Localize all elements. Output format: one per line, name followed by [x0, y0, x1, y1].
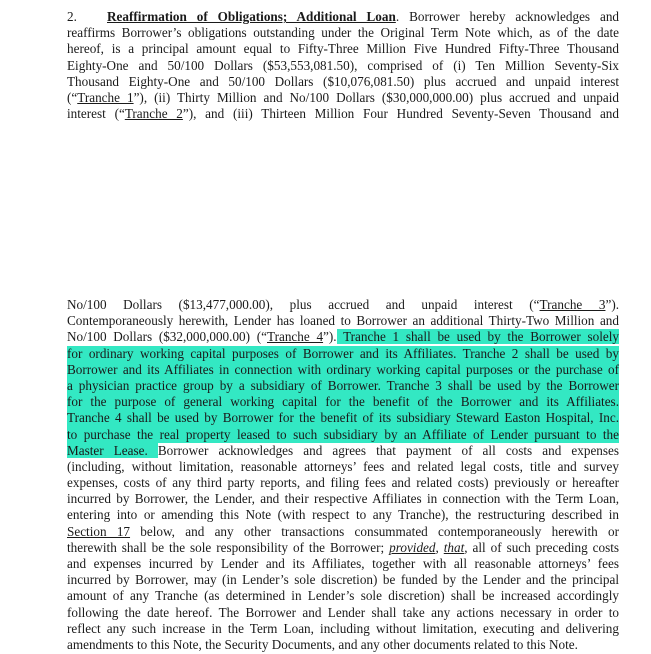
- section-heading: Reaffirmation of Obligations; Additional Loan: [107, 9, 396, 24]
- tranche-3-line: [67, 297, 619, 313]
- section-2-heading-line: [67, 9, 619, 25]
- master-lease-line: [67, 443, 619, 459]
- text-fragment: ,: [435, 539, 444, 555]
- text-fragment: , all of such preceding costs: [464, 539, 619, 555]
- text-line: entering into or amending this Note (with respect to any Tranche), the restructuring described in: [67, 507, 619, 523]
- provided-that-line: [67, 540, 619, 556]
- text-line: amendments to this Note, the Security Documents, and any other documents related to this Note.: [67, 636, 578, 652]
- text-line: reaffirms Borrower’s obligations outstanding under the Original Term Note which, as of the date: [67, 25, 619, 41]
- highlighted-line: to purchase the real property leased to such subsidiary by an Affiliate of Lender pursuant to the: [67, 426, 619, 442]
- highlighted-line: a physician practice group by a subsidiary of Borrower. Tranche 3 shall be used by the Borrower: [67, 377, 619, 393]
- section-17-line: [67, 524, 619, 540]
- text-line: Borrower hereby acknowledges and: [409, 9, 620, 24]
- text-fragment: ”).: [323, 329, 337, 345]
- text-line: expenses, costs of any third party reports, and filing fees and related costs) previously or hereafter: [67, 475, 619, 491]
- text-line: incurred by Borrower, may (in Lender’s sole discretion) be funded by the Lender and the principal: [67, 572, 619, 588]
- tranche-4-term: Tranche 4: [267, 329, 324, 345]
- that-term: that: [443, 539, 465, 555]
- text-fragment: Borrower acknowledges and agrees that payment of all costs and expenses: [157, 442, 620, 458]
- text-line: incurred by Borrower, the Lender, and their respective Affiliates in connection with the Term Loan,: [67, 491, 619, 507]
- highlighted-text: Tranche 1 shall be used by the Borrower solely: [336, 329, 619, 345]
- section-number: 2.: [67, 9, 77, 24]
- highlighted-line: Tranche 4 shall be used by Borrower for the benefit of its subsidiary Steward Easton Hospital, Inc.: [67, 410, 619, 426]
- text-line: hereof, is a principal amount equal to Fifty-Three Million Five Hundred Fifty-Three Thousand: [67, 41, 619, 57]
- text-line: amount of any Tranche (as determined in Lender’s sole discretion) shall be increased accordingly: [67, 588, 619, 604]
- text-fragment: No/100 Dollars ($32,000,000.00) (“: [67, 329, 267, 345]
- text-line: Eighty-One and 50/100 Dollars ($53,553,081.50), comprised of (i) Ten Million Seventy-Six: [67, 57, 619, 73]
- provided-term: provided: [389, 539, 436, 555]
- tranche-3-term: Tranche 3: [539, 297, 606, 312]
- text-line: (including, without limitation, reasonable attorneys’ fees and related legal costs, title and survey: [67, 458, 619, 474]
- tranche-4-line: [67, 329, 619, 345]
- text-line: Contemporaneously herewith, Lender has loaned to Borrower an additional Thirty-Two Million and: [67, 313, 619, 329]
- text-fragment: therewith shall be the sole responsibility of the Borrower;: [67, 539, 390, 555]
- highlighted-line: for ordinary working capital purposes of Borrower and its Affiliates. Tranche 2 shall be used by: [67, 345, 619, 361]
- section-heading-period: .: [395, 9, 400, 24]
- tranche-2-line: interest (“Tranche 2”), and (iii) Thirteen Million Four Hundred Seventy-Seven Thousand and: [67, 106, 619, 122]
- section-2-top-paragraph: [67, 9, 619, 122]
- text-line: Thousand Eighty-One and 50/100 Dollars ($10,076,081.50) plus accrued and unpaid interest: [67, 73, 619, 89]
- text-line: and expenses incurred by Lender and its Affiliates, together with all reasonable attorneys’ fees: [67, 556, 619, 571]
- tranche-1-2-line: (“Tranche 1”), (ii) Thirty Million and No/100 Dollars ($30,000,000.00) plus accrued and unpaid: [67, 89, 620, 105]
- tranche-2-term: Tranche 2: [124, 106, 183, 122]
- section-17-reference: Section 17: [67, 523, 131, 539]
- tranche-1-term: Tranche 1: [77, 89, 134, 105]
- section-2-continuation-paragraph: [67, 297, 619, 653]
- text-fragment: No/100 Dollars ($13,477,000.00), plus accrued and unpaid interest (“: [67, 297, 540, 312]
- highlighted-line: for the purpose of general working capital for the benefit of the Borrower and its Affiliates.: [67, 394, 619, 410]
- highlighted-text: Master Lease.: [67, 442, 158, 458]
- highlighted-line: Borrower and its Affiliates in connection with ordinary working capital purposes or the purchase of: [67, 361, 619, 377]
- text-fragment: below, and any other transactions consummated contemporaneously herewith or: [130, 523, 619, 539]
- text-line: reflect any such increase in the Term Loan, including without limitation, executing and delivering: [67, 620, 619, 636]
- text-line: following the date hereof. The Borrower and Lender shall take any actions necessary in order to: [67, 604, 619, 620]
- text-fragment: ”).: [605, 297, 620, 312]
